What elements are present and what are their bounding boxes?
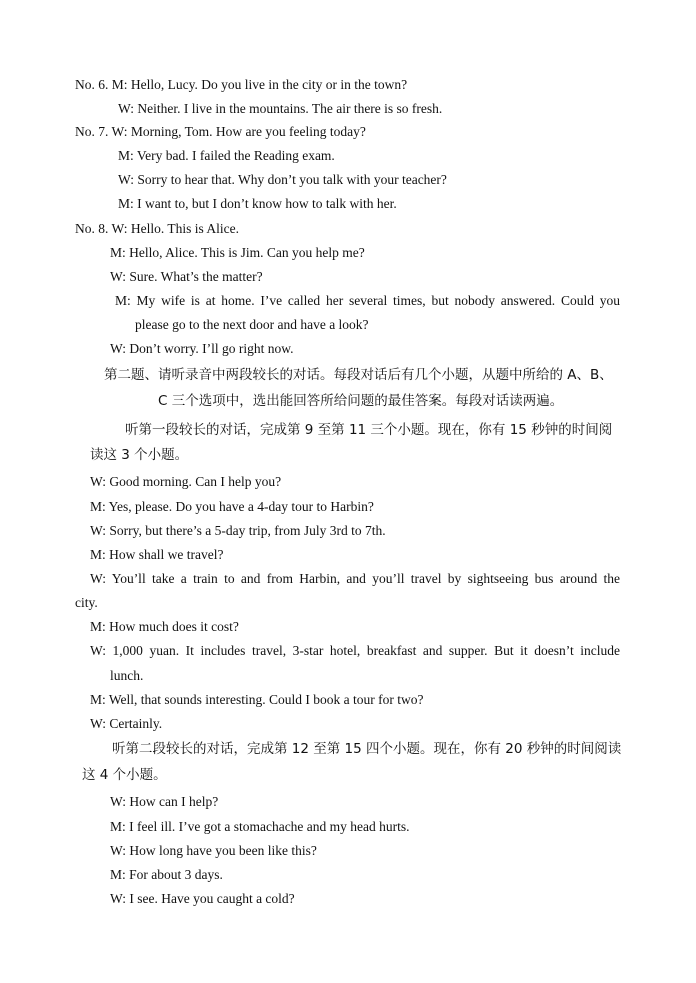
text-line: W: Sorry, but there’s a 5-day trip, from July 3rd to 7th. — [90, 523, 386, 538]
text-line: No. 6. M: Hello, Lucy. Do you live in the city or in the town? — [75, 77, 408, 92]
text-line: W: How can I help? — [110, 794, 219, 809]
text-line: M: Hello, Alice. This is Jim. Can you help me? — [110, 245, 365, 260]
text-line: W: Sure. What’s the matter? — [110, 269, 263, 284]
text-line: W: I see. Have you caught a cold? — [110, 891, 295, 906]
section-heading: 第二题、请听录音中两段较长的对话。每段对话后有几个小题，从题中所给的 A、B、 — [104, 367, 613, 383]
text-line: W: Certainly. — [90, 716, 163, 731]
text-line: W: Neither. I live in the mountains. The air there is so fresh. — [118, 101, 443, 116]
text-line: city. — [75, 595, 98, 610]
text-line: M: Very bad. I failed the Reading exam. — [118, 148, 335, 163]
instruction-line: 听第二段较长的对话，完成第 12 至第 15 四个小题。现在，你有 20 秒钟的时间阅读 — [112, 741, 622, 757]
text-line: No. 8. W: Hello. This is Alice. — [75, 221, 239, 236]
text-line: M: My wife is at home. I’ve called her several times, but nobody answered. Could you — [115, 293, 620, 308]
text-line: M: I want to, but I don’t know how to talk with her. — [118, 196, 397, 211]
text-line: W: 1,000 yuan. It includes travel, 3-star hotel, breakfast and supper. But it doesn’t include — [90, 643, 620, 658]
text-line: M: For about 3 days. — [110, 867, 223, 882]
text-line: W: You’ll take a train to and from Harbin, and you’ll travel by sightseeing bus around the — [90, 571, 620, 586]
instruction-line: 听第一段较长的对话，完成第 9 至第 11 三个小题。现在，你有 15 秒钟的时间阅 — [125, 422, 613, 438]
text-line: lunch. — [110, 668, 144, 683]
text-line: No. 7. W: Morning, Tom. How are you feeling today? — [75, 124, 366, 139]
section-heading-cont: C 三个选项中，选出能回答所给问题的最佳答案。每段对话读两遍。 — [158, 393, 564, 409]
text-line: W: Sorry to hear that. Why don’t you talk with your teacher? — [118, 172, 447, 187]
text-line: M: How much does it cost? — [90, 619, 239, 634]
text-line: W: Don’t worry. I’ll go right now. — [110, 341, 294, 356]
text-line: M: Yes, please. Do you have a 4-day tour to Harbin? — [90, 499, 374, 514]
text-line: M: How shall we travel? — [90, 547, 224, 562]
text-line: W: Good morning. Can I help you? — [90, 474, 282, 489]
text-line: W: How long have you been like this? — [110, 843, 317, 858]
text-line: M: Well, that sounds interesting. Could I book a tour for two? — [90, 692, 424, 707]
text-line: M: I feel ill. I’ve got a stomachache and my head hurts. — [110, 819, 410, 834]
instruction-line-cont: 这 4 个小题。 — [82, 767, 167, 783]
text-line: please go to the next door and have a look? — [135, 317, 369, 332]
instruction-line-cont: 读这 3 个小题。 — [90, 447, 189, 463]
